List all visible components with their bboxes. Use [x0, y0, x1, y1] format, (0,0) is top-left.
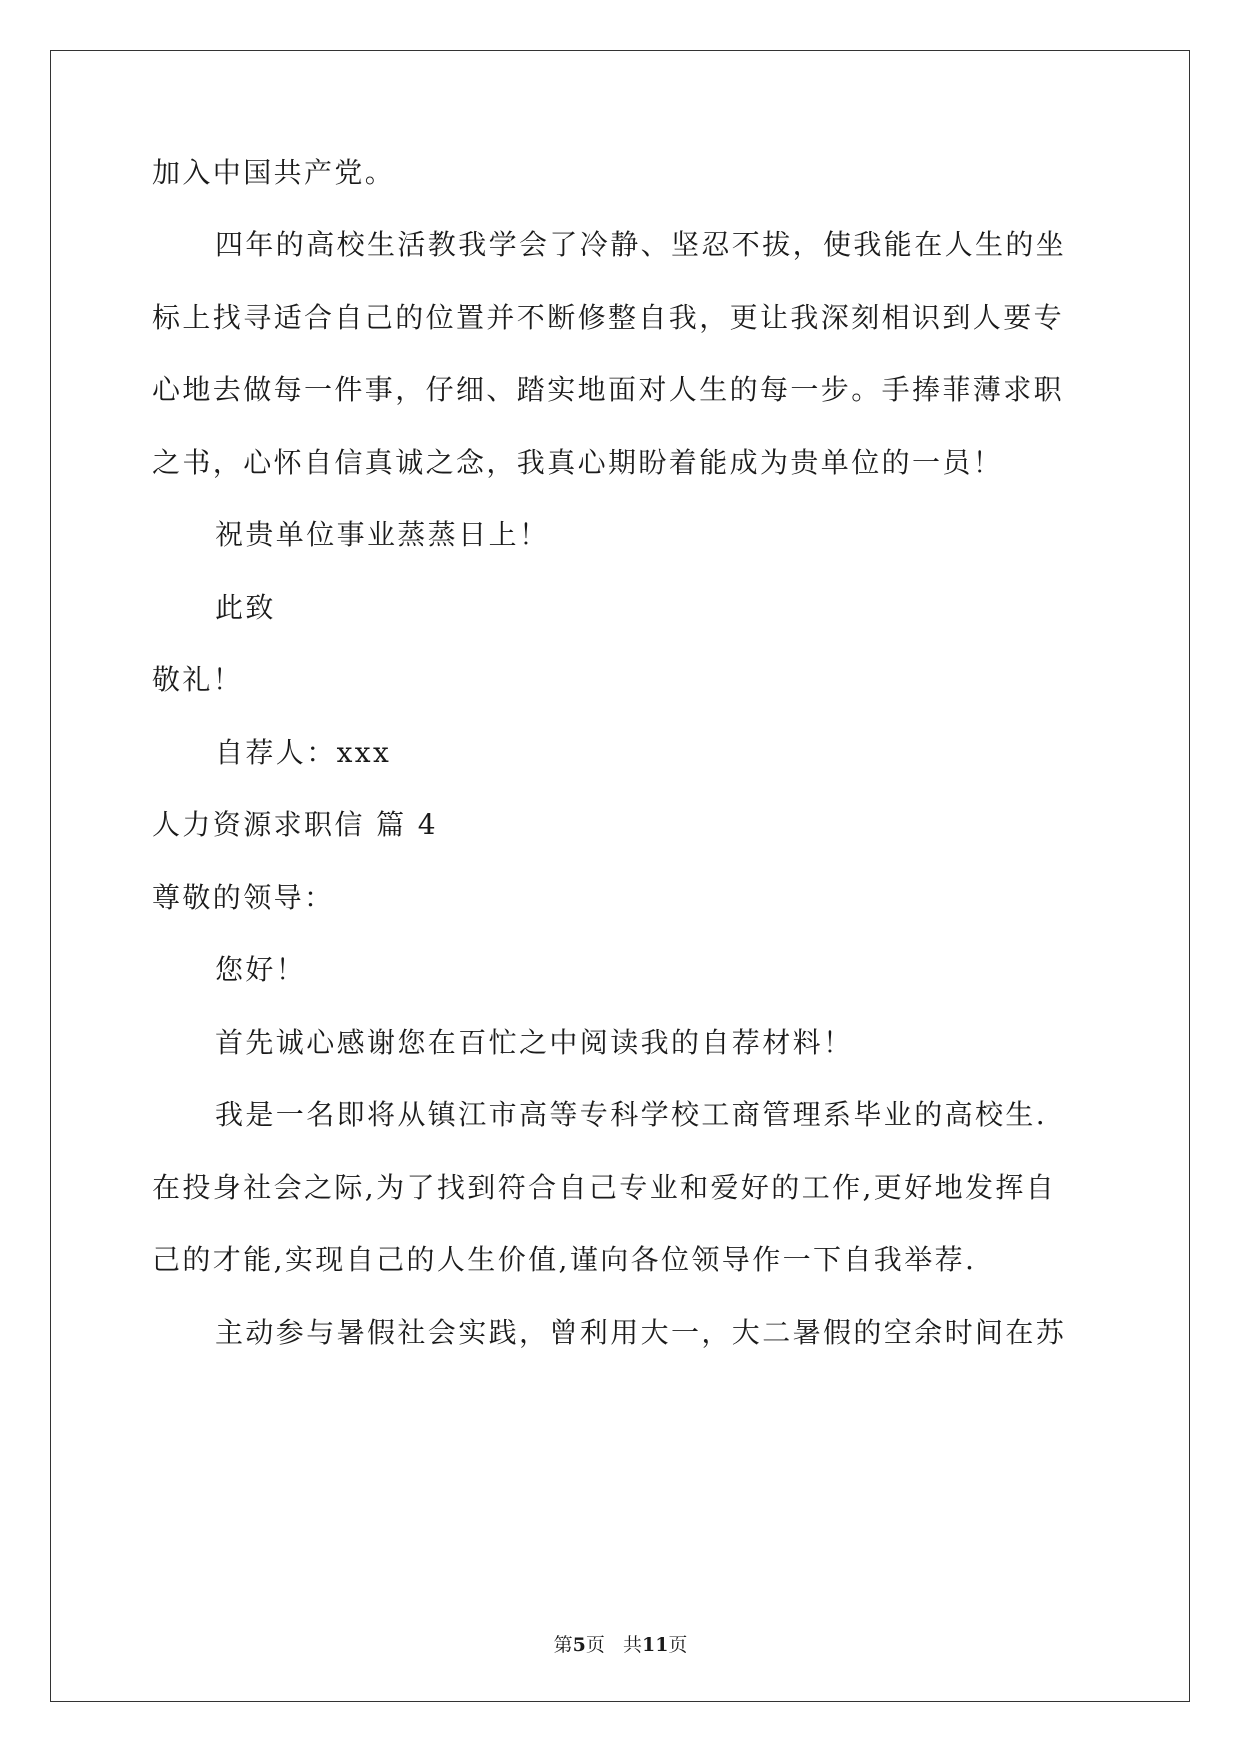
text-line-13: 首先诚心感谢您在百忙之中阅读我的自荐材料！: [215, 1026, 854, 1059]
footer-page-suffix: 页: [585, 1634, 605, 1656]
text-line-9: 自荐人：xxx: [215, 736, 392, 769]
text-line-4: 心地去做每一件事，仔细、踏实地面对人生的每一步。手捧菲薄求职: [152, 373, 1065, 406]
text-line-14: 我是一名即将从镇江市高等专科学校工商管理系毕业的高校生.: [215, 1098, 1048, 1131]
text-line-12: 您好！: [215, 953, 307, 986]
text-line-17: 主动参与暑假社会实践，曾利用大一，大二暑假的空余时间在苏: [215, 1316, 1067, 1349]
footer-page-number: 5: [572, 1634, 586, 1656]
text-line-15: 在投身社会之际,为了找到符合自己专业和爱好的工作,更好地发挥自: [152, 1171, 1057, 1204]
text-line-11: 尊敬的领导：: [152, 881, 335, 914]
page-footer: [0, 1633, 1241, 1657]
text-line-6: 祝贵单位事业蒸蒸日上！: [215, 518, 550, 551]
footer-total-prefix: 共: [622, 1634, 642, 1656]
text-line-5: 之书，心怀自信真诚之念，我真心期盼着能成为贵单位的一员！: [152, 446, 1004, 479]
footer-total-pages: 11: [641, 1634, 669, 1656]
section-heading: 人力资源求职信 篇 4: [152, 808, 439, 841]
text-line-7: 此致: [215, 591, 276, 624]
footer-total-suffix: 页: [668, 1634, 688, 1656]
text-line-3: 标上找寻适合自己的位置并不断修整自我，更让我深刻相识到人要专: [152, 301, 1065, 334]
text-line-1: 加入中国共产党。: [152, 156, 396, 189]
text-line-8: 敬礼！: [152, 663, 244, 696]
text-line-2: 四年的高校生活教我学会了冷静、坚忍不拔，使我能在人生的坐: [215, 228, 1067, 261]
text-line-16: 己的才能,实现自己的人生价值,谨向各位领导作一下自我举荐.: [152, 1243, 977, 1276]
footer-prefix: 第: [553, 1634, 573, 1656]
